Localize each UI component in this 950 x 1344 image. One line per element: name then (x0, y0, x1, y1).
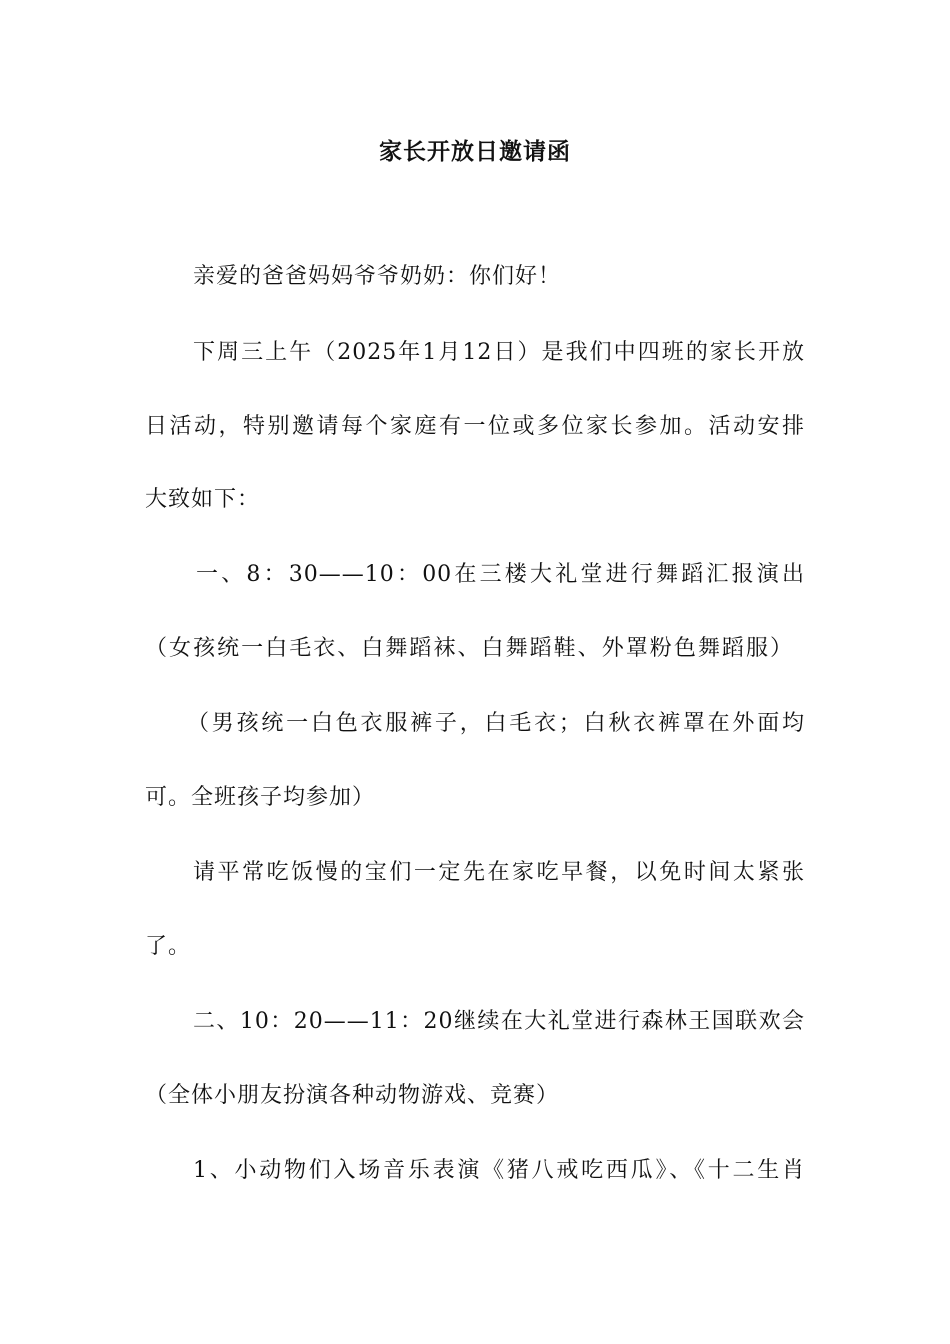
paragraph-line: 大致如下： (145, 487, 261, 512)
paragraph-line: 请平常吃饭慢的宝们一定先在家吃早餐，以免时间太紧张 (193, 860, 805, 885)
paragraph-line: （女孩统一白毛衣、白舞蹈袜、白舞蹈鞋、外罩粉色舞蹈服） (145, 636, 793, 661)
paragraph-line: 可。全班孩子均参加） (145, 785, 376, 810)
paragraph-line: 1、小动物们入场音乐表演《猪八戒吃西瓜》、《十二生肖 (193, 1158, 805, 1183)
paragraph-line: （全体小朋友扮演各种动物游戏、竞赛） (145, 1083, 560, 1108)
paragraph-line: （男孩统一白色衣服裤子，白毛衣；白秋衣裤罩在外面均 (187, 711, 805, 736)
paragraph-line: 了。 (145, 934, 192, 959)
greeting-line: 亲爱的爸爸妈妈爷爷奶奶：你们好！ (193, 264, 562, 289)
document-title: 家长开放日邀请函 (379, 139, 571, 165)
paragraph-line: 一、8：30——10：00在三楼大礼堂进行舞蹈汇报演出 (196, 562, 805, 587)
paragraph-line: 日活动，特别邀请每个家庭有一位或多位家长参加。活动安排 (145, 414, 805, 439)
paragraph-line: 下周三上午（2025年1月12日）是我们中四班的家长开放 (193, 340, 805, 365)
paragraph-line: 二、10：20——11：20继续在大礼堂进行森林王国联欢会 (193, 1009, 805, 1034)
